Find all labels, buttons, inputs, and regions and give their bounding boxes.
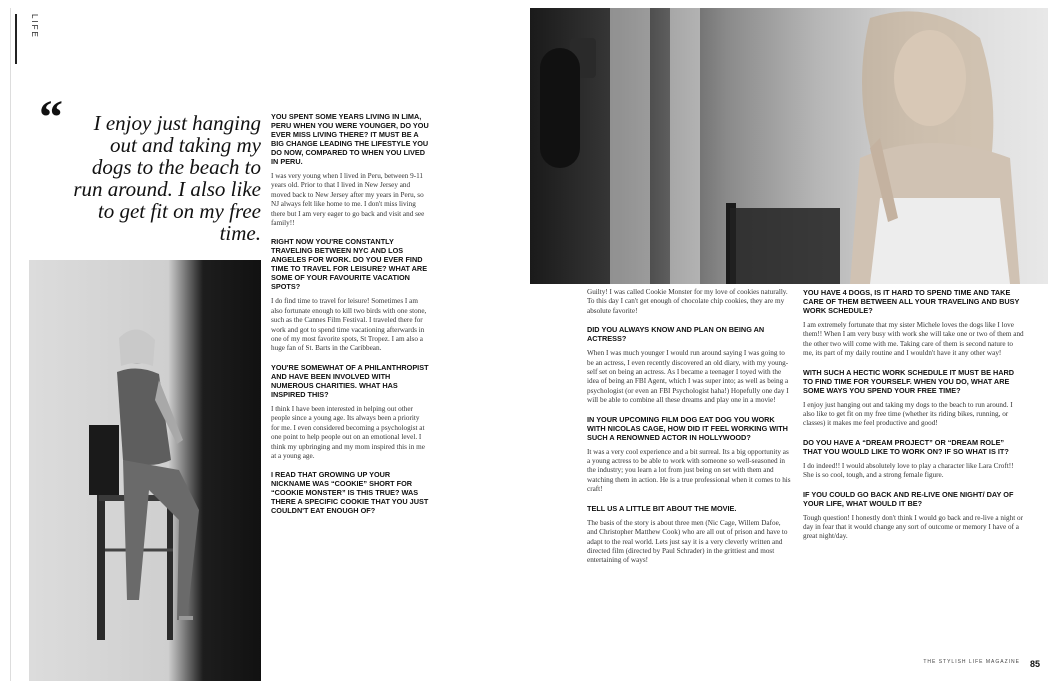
portrait-photo-right: [530, 8, 1048, 284]
studio-portrait-illustration: [530, 8, 1048, 284]
answer: The basis of the story is about three men (Nic Cage, Willem Dafoe, and Christopher Matthew Cook) who are all out of prison and have to adapt to the real world. Lets just say it is a very cleverly written and directed film (directed by Paul Schrader) in the grittiest and most entertaining of ways!: [587, 518, 788, 565]
question: YOU HAVE 4 DOGS, IS IT HARD TO SPEND TIME AND TAKE CARE OF THEM BETWEEN ALL YOUR TRAVELING AND BUSY WORK SCHEDULE?: [803, 288, 1020, 315]
seated-woman-illustration: [79, 320, 219, 650]
answer: Guilty! I was called Cookie Monster for my love of cookies naturally. To this day I can't get enough of chocolate chip cookies, they are my absolute favorite!: [587, 288, 788, 315]
question: RIGHT NOW YOU'RE CONSTANTLY TRAVELING BETWEEN NYC AND LOS ANGELES FOR WORK. DO YOU EVER FIND TIME TO TRAVEL FOR LEISURE? WHAT ARE SOME OF YOUR FAVOURITE VACATION SPOTS?: [271, 237, 428, 292]
question: DID YOU ALWAYS KNOW AND PLAN ON BEING AN ACTRESS?: [587, 325, 765, 344]
pull-quote: I enjoy just hanging out and taking my dogs to the beach to run around. I also like to get fit on my free time.: [73, 111, 261, 245]
question: YOU'RE SOMEWHAT OF A PHILANTHROPIST AND HAVE BEEN INVOLVED WITH NUMEROUS CHARITIES. WHAT HAS INSPIRED THIS?: [271, 362, 429, 399]
magazine-name: THE STYLISH LIFE MAGAZINE: [923, 659, 1020, 665]
page-number: 85: [1029, 659, 1040, 669]
question: WITH SUCH A HECTIC WORK SCHEDULE IT MUST BE HARD TO FIND TIME FOR YOURSELF. WHEN YOU DO, WHAT ARE SOME WAYS YOU SPEND YOUR FREE TIME?: [803, 367, 1015, 395]
question: TELL US A LITTLE BIT ABOUT THE MOVIE.: [587, 503, 737, 513]
portrait-photo-left: [29, 260, 261, 681]
right-page: [530, 8, 1048, 681]
answer: I am extremely fortunate that my sister Michele loves the dogs like I love them!! When I am very busy with work she will take one or two of them and the other two will come with me. Taking care of them is second nature to me, its part of my daily routine and I wouldn't have it any other way!: [803, 321, 1024, 358]
answer: It was a very cool experience and a bit surreal. Its a big opportunity as a young actress to be able to work with someone so well-seasoned in the industry; you learn a lot from just being on set with them and watching them in action. He is a true professional when it comes to his craft!: [587, 447, 791, 494]
answer: Tough question! I honestly don't think I would go back and re-live a night or day in fear that it would change any sort of outcome or memory I have of a great night/day.: [803, 513, 1023, 541]
answer: I do find time to travel for leisure! Sometimes I am also fortunate enough to kill two birds with one stone, such as the Cannes Film Festival. I traveled there for work and got to spend time vacationing afterwards in one of my most favorite spots, St Tropez. I am also a huge fan of St. Barts in the Caribbean.: [271, 297, 427, 353]
interview-column-right: [803, 288, 1025, 551]
answer: When I was much younger I would run around saying I was going to be an actress, I even recently discovered an old diary, with my young-self set on being an actress. As I became a teenager I toyed with the idea of being an FBI Agent, which I was super into; as well as being a psychologist (or even an FBI Psychologist haha!) Hopefully one day I will be able to combine all these dreams and play one in a movie!: [587, 349, 789, 405]
section-label: LIFE: [15, 14, 39, 64]
answer: I enjoy just hanging out and taking my dogs to the beach to run around. I also like to get fit on my free time (whether its riding bikes, running, or classes) it makes me feel productive and good!: [803, 400, 1013, 428]
question: IN YOUR UPCOMING FILM DOG EAT DOG YOU WORK WITH NICOLAS CAGE, HOW DID IT FEEL WORKING WITH SUCH A RENOWNED ACTOR IN HOLLYWOOD?: [587, 414, 788, 442]
answer: I think I have been interested in helping out other people since a young age. Its always been a priority for me. I even considered becoming a psychologist at one point to help people out on an emotional level. I think my upbringing and my mom inspired this in me at a young age.: [271, 404, 425, 460]
left-page: [10, 8, 529, 681]
question: YOU SPENT SOME YEARS LIVING IN LIMA, PERU WHEN YOU WERE YOUNGER, DO YOU EVER MISS LIVING THERE? IT MUST BE A BIG CHANGE LEADING THE LIFESTYLE YOU DO NOW, COMPARED TO WHEN YOU LIVED IN PERU.: [271, 112, 429, 166]
answer: I do indeed!! I would absolutely love to play a character like Lara Croft!! She is so cool, tough, and a strong female figure.: [803, 461, 1014, 480]
interview-column-middle: [587, 288, 791, 575]
quote-mark: “: [39, 91, 63, 144]
question: IF YOU COULD GO BACK AND RE-LIVE ONE NIGHT/ DAY OF YOUR LIFE, WHAT WOULD IT BE?: [803, 489, 1014, 508]
question: I READ THAT GROWING UP YOUR NICKNAME WAS “COOKIE” SHORT FOR “COOKIE MONSTER” IS THIS TRUE? WAS THERE A SPECIFIC COOKIE THAT YOU JUST COULDN'T EAT ENOUGH OF?: [271, 470, 429, 516]
answer: I was very young when I lived in Peru, between 9-11 years old. Prior to that I lived in New Jersey and moved back to New Jersey after my years in Peru, so NJ always felt like home to me. I don't miss living there but I am very eager to go back and visit and see family!!: [271, 172, 425, 228]
interview-column-left: [271, 112, 429, 521]
question: DO YOU HAVE A “DREAM PROJECT” OR “DREAM ROLE” THAT YOU WOULD LIKE TO WORK ON? IF SO WHAT IS IT?: [803, 437, 1009, 456]
